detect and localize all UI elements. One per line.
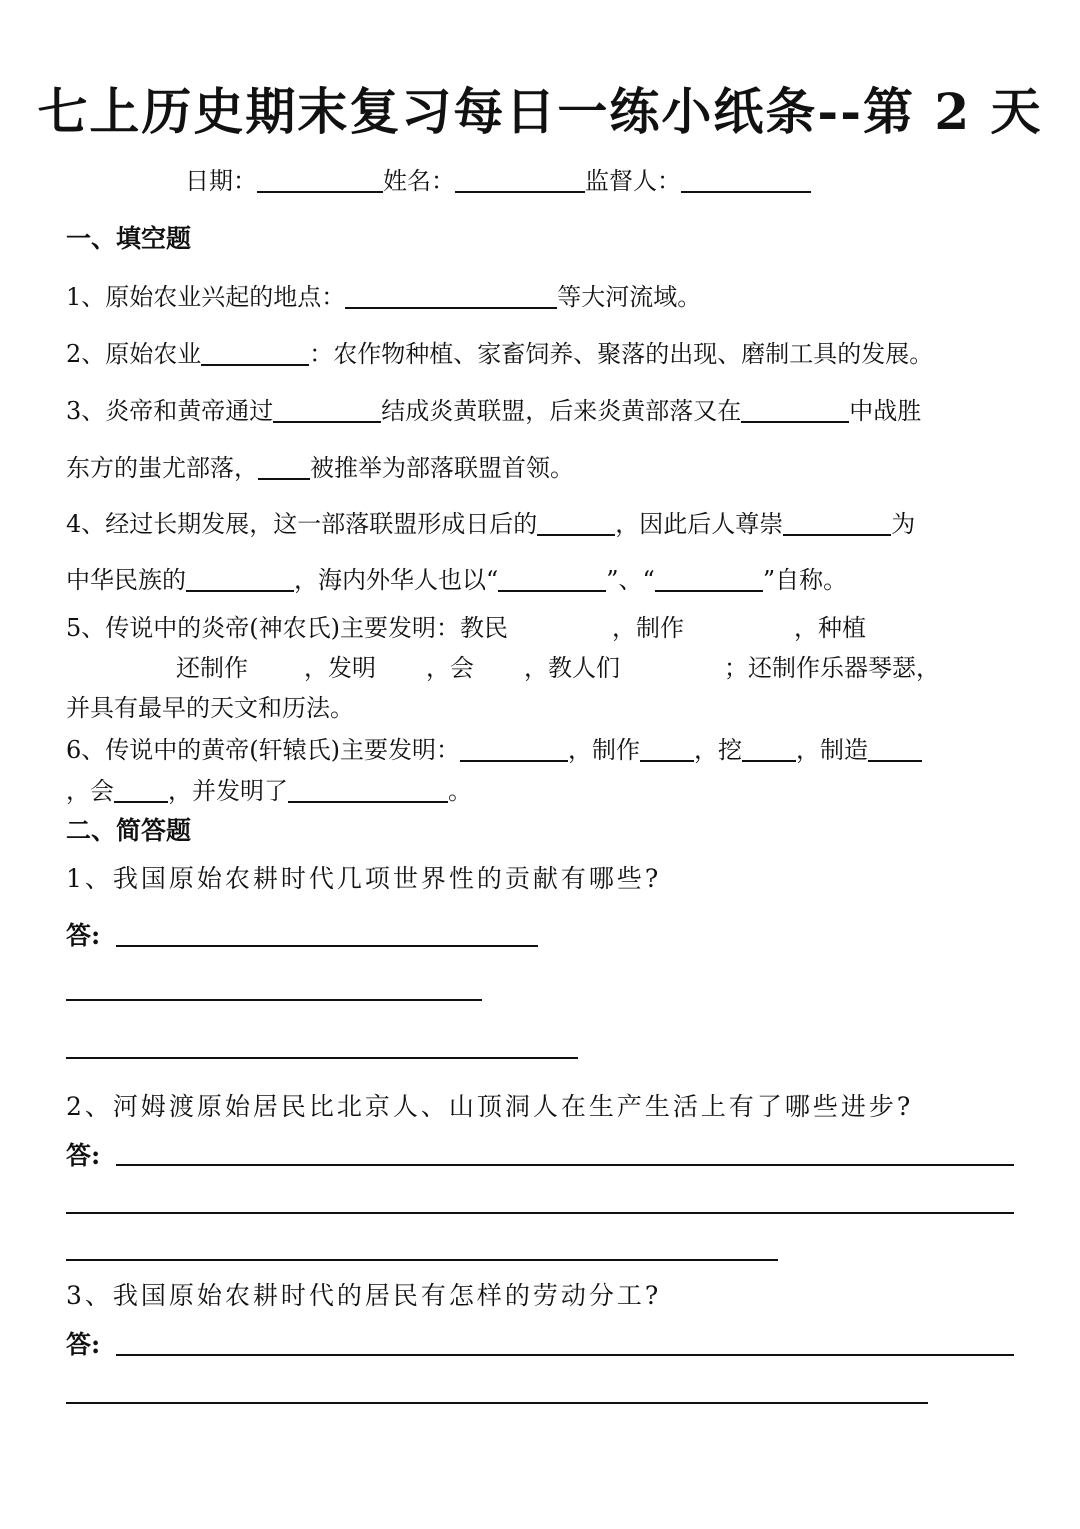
q3-blank-3[interactable] bbox=[258, 452, 310, 480]
q6-text-d: ，制造 bbox=[796, 736, 868, 764]
q6-blank-1[interactable] bbox=[460, 734, 568, 762]
q1-text-b: 等大河流域。 bbox=[557, 283, 702, 311]
q4-blank-5[interactable] bbox=[655, 564, 763, 592]
q3-text-a: 3、炎帝和黄帝通过 bbox=[66, 397, 274, 425]
q6-blank-5[interactable] bbox=[114, 775, 168, 803]
fill-question-3-line2 bbox=[66, 451, 574, 485]
supervisor-blank[interactable] bbox=[681, 165, 811, 193]
q5-text-e: ，发明 bbox=[304, 654, 376, 682]
page-title: 七上历史期末复习每日一练小纸条--第 2 天 bbox=[37, 82, 1043, 141]
date-blank[interactable] bbox=[257, 165, 383, 193]
q6-blank-6[interactable] bbox=[288, 775, 448, 803]
answer-1-line-3[interactable] bbox=[66, 1057, 578, 1059]
q6-text-a: 6、传说中的黄帝(轩辕氏)主要发明： bbox=[66, 736, 460, 764]
q6-text-f: ，并发明了 bbox=[168, 777, 288, 805]
q6-text-g: 。 bbox=[448, 777, 472, 805]
q6-blank-2[interactable] bbox=[640, 734, 694, 762]
fill-question-6-line1 bbox=[66, 733, 922, 767]
answer-1-line-1[interactable] bbox=[116, 945, 538, 947]
supervisor-label: 监督人： bbox=[585, 167, 681, 195]
q3-text-c: 中战胜 bbox=[849, 397, 922, 425]
q6-text-b: ，制作 bbox=[568, 736, 640, 764]
q2-blank[interactable] bbox=[201, 338, 309, 366]
q6-blank-3[interactable] bbox=[742, 734, 796, 762]
short-question-3: 3、我国原始农耕时代的居民有怎样的劳动分工? bbox=[66, 1281, 662, 1310]
short-question-1: 1、我国原始农耕时代几项世界性的贡献有哪些? bbox=[66, 864, 662, 893]
section2-heading: 二、简答题 bbox=[66, 816, 192, 845]
q4-text-d: 中华民族的 bbox=[66, 566, 186, 594]
q6-text-c: ，挖 bbox=[694, 736, 742, 764]
fill-question-5-line2 bbox=[176, 651, 940, 685]
name-blank[interactable] bbox=[455, 165, 585, 193]
q4-text-f: ”、“ bbox=[606, 566, 655, 594]
answer-label-3: 答: bbox=[66, 1330, 101, 1359]
q5-text-f: ，会 bbox=[426, 654, 474, 682]
answer-label-1: 答: bbox=[66, 921, 101, 950]
answer-1-line-2[interactable] bbox=[66, 999, 482, 1001]
q3-text-b: 结成炎黄联盟，后来炎黄部落又在 bbox=[381, 397, 742, 425]
q2-text-a: 2、原始农业 bbox=[66, 340, 202, 368]
q4-text-e: ，海内外华人也以“ bbox=[294, 566, 499, 594]
date-label: 日期： bbox=[185, 167, 257, 195]
fill-question-2 bbox=[66, 337, 933, 371]
header-row bbox=[185, 164, 811, 198]
answer-3-line-2[interactable] bbox=[66, 1402, 928, 1404]
q6-text-e: ，会 bbox=[66, 777, 114, 805]
q4-blank-3[interactable] bbox=[186, 564, 294, 592]
q4-text-g: ”自称。 bbox=[762, 566, 848, 594]
q4-blank-1[interactable] bbox=[537, 508, 615, 536]
fill-question-4-line2 bbox=[66, 563, 847, 597]
q5-text-h: ；还制作乐器琴瑟， bbox=[724, 654, 940, 682]
q5-text-c: ，种植 bbox=[794, 614, 866, 642]
fill-question-5-line3: 并具有最早的天文和历法。 bbox=[66, 694, 354, 722]
q2-text-b: ：农作物种植、家畜饲养、聚落的出现、磨制工具的发展。 bbox=[309, 340, 934, 368]
short-question-2: 2、河姆渡原始居民比北京人、山顶洞人在生产生活上有了哪些进步? bbox=[66, 1092, 914, 1121]
q1-blank[interactable] bbox=[345, 281, 557, 309]
fill-question-3-line1 bbox=[66, 394, 921, 428]
answer-3-line-1[interactable] bbox=[116, 1354, 1014, 1356]
fill-question-4-line1 bbox=[66, 507, 915, 541]
fill-question-1 bbox=[66, 280, 701, 314]
q3-blank-1[interactable] bbox=[273, 395, 381, 423]
q4-text-a: 4、经过长期发展，这一部落联盟形成日后的 bbox=[66, 510, 538, 538]
q1-text-a: 1、原始农业兴起的地点： bbox=[66, 283, 346, 311]
q5-text-g: ，教人们 bbox=[524, 654, 620, 682]
fill-question-5-line1 bbox=[66, 611, 866, 645]
answer-2-line-3[interactable] bbox=[66, 1259, 778, 1261]
section1-heading: 一、填空题 bbox=[66, 224, 192, 253]
q5-text-a: 5、传说中的炎帝(神农氏)主要发明：教民 bbox=[66, 614, 508, 642]
q3-blank-2[interactable] bbox=[741, 395, 849, 423]
q5-text-b: ，制作 bbox=[612, 614, 684, 642]
q4-blank-4[interactable] bbox=[498, 564, 606, 592]
q4-text-c: 为 bbox=[891, 510, 916, 538]
q6-blank-4[interactable] bbox=[868, 734, 922, 762]
answer-2-line-2[interactable] bbox=[66, 1212, 1014, 1214]
q3-text-d: 东方的蚩尤部落， bbox=[66, 454, 258, 482]
q3-text-e: 被推举为部落联盟首领。 bbox=[310, 454, 574, 482]
q4-blank-2[interactable] bbox=[783, 508, 891, 536]
answer-2-line-1[interactable] bbox=[116, 1164, 1014, 1166]
q4-text-b: ，因此后人尊崇 bbox=[615, 510, 784, 538]
answer-label-2: 答: bbox=[66, 1141, 101, 1170]
q5-text-d: 还制作 bbox=[176, 654, 248, 682]
fill-question-6-line2 bbox=[66, 774, 472, 808]
name-label: 姓名： bbox=[383, 167, 455, 195]
